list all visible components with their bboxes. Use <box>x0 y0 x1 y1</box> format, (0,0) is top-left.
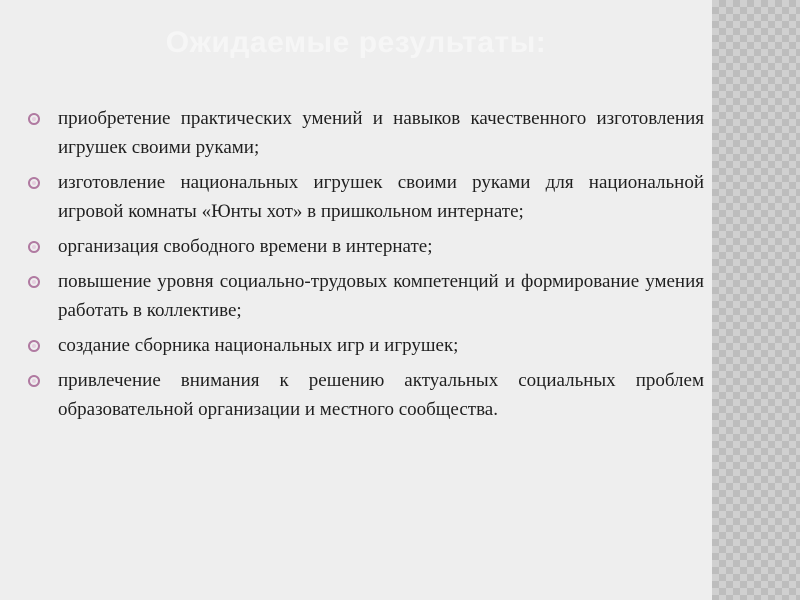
ring-bullet-icon <box>28 276 40 288</box>
bullet-text: привлечение внимания к решению актуальных социальных проблем образовательной организации и местного сообщества. <box>58 370 704 420</box>
bullet-text: изготовление национальных игрушек своими руками для национальной игровой комнаты «Юнты хот» в пришкольном интернате; <box>58 172 704 222</box>
slide-title: Ожидаемые результаты: <box>165 26 547 59</box>
decorative-side-strip <box>712 0 800 600</box>
bullet-item <box>28 267 704 325</box>
bullet-text: создание сборника национальных игр и игрушек; <box>58 335 459 356</box>
ring-bullet-icon <box>28 375 40 387</box>
ring-bullet-icon <box>28 340 40 352</box>
bullet-item <box>28 232 704 261</box>
bullet-text: организация свободного времени в интернате; <box>58 236 433 257</box>
ring-bullet-icon <box>28 241 40 253</box>
bullet-text: приобретение практических умений и навыков качественного изготовления игрушек своими руками; <box>58 108 704 158</box>
ring-bullet-icon <box>28 177 40 189</box>
ring-bullet-icon <box>28 113 40 125</box>
bullet-item <box>28 331 704 360</box>
bullet-item <box>28 366 704 424</box>
bullet-list <box>28 104 704 430</box>
bullet-item <box>28 168 704 226</box>
bullet-item <box>28 104 704 162</box>
bullet-text: повышение уровня социально-трудовых компетенций и формирование умения работать в коллективе; <box>58 271 704 321</box>
